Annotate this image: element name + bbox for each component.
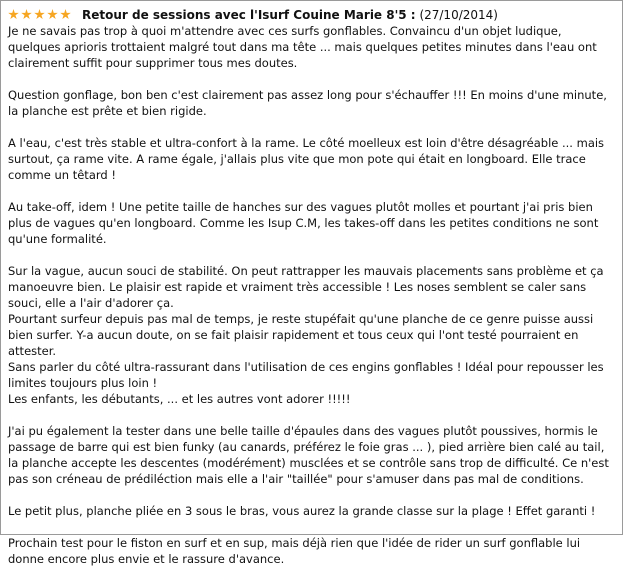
star-icon [34,9,45,20]
star-icon [60,9,71,20]
review-paragraph: J'ai pu également la tester dans une belle taille d'épaules dans des vagues plutôt poussives, hormis le passage de barre qui est bien funky (au canards, préférez le foie gras ... ), pied arrière bien calé au tail, la planche accepte les descentes (modérément) musclées et se contrôle sans trop de difficulté. Ce n'est pas son créneau de prédiléction mais elle a l'air "taillée" pour s'amuser dans pas mal de conditions. [8,424,609,486]
review-paragraph: Question gonflage, bon ben c'est clairement pas assez long pour s'échauffer !!! En moins d'une minute, la planche est prête et bien rigide. [8,88,607,118]
review-date: (27/10/2014) [419,8,498,22]
star-rating [8,7,73,23]
review-paragraph: A l'eau, c'est très stable et ultra-confort à la rame. Le côté moelleux est loin d'être désagréable ... mais surtout, ça rame vite. A rame égale, j'allais plus vite que mon pote qui était en longboard. Elle trace comme un têtard ! [8,136,605,182]
review-paragraph: Je ne savais pas trop à quoi m'attendre avec ces surfs gonflables. Convaincu d'un objet ludique, quelques aprioris trottaient malgré tout dans ma tête ... mais quelques petites minutes dans l'eau ont clairement suffit pour supprimer tous mes doutes. [8,24,597,70]
review-paragraph: Pourtant surfeur depuis pas mal de temps, je reste stupéfait qu'une planche de ce genre puisse aussi bien surfer. Y-a aucun doute, on se fait plaisir rapidement et tous ceux qui l'ont testé pourraient en attester. [8,312,594,358]
review-header [8,7,498,23]
review-paragraph: Sur la vague, aucun souci de stabilité. On peut rattrapper les mauvais placements sans problème et ça manoeuvre bien. Le plaisir est rapide et vraiment très accessible ! Les noses semblent se caler sans souci, elle a l'air d'adorer ça. [8,264,604,310]
review-body [8,23,613,583]
review-paragraph: Le petit plus, planche pliée en 3 sous le bras, vous aurez la grande classe sur la plage ! Effet garanti ! [8,504,596,518]
review-paragraph: Au take-off, idem ! Une petite taille de hanches sur des vagues plutôt molles et pourtant j'ai pris bien plus de vagues qu'en longboard. Comme les Isup C.M, les takes-off dans les petites conditions ne sont qu'une formalité. [8,200,599,246]
star-icon [21,9,32,20]
star-icon [47,9,58,20]
review-paragraph: Prochain test pour le fiston en surf et en sup, mais déjà rien que l'idée de rider un surf gonflable lui donne encore plus envie et le rassure d'avance. [8,536,581,566]
star-icon [8,9,19,20]
review-paragraph: Sans parler du côté ultra-rassurant dans l'utilisation de ces engins gonflables ! Idéal pour repousser les limites toujours plus loin ! [8,360,604,390]
review-paragraph: Les enfants, les débutants, ... et les autres vont adorer !!!!! [8,392,351,406]
review-title: Retour de sessions avec l'Isurf Couine Marie 8'5 : [82,8,416,22]
